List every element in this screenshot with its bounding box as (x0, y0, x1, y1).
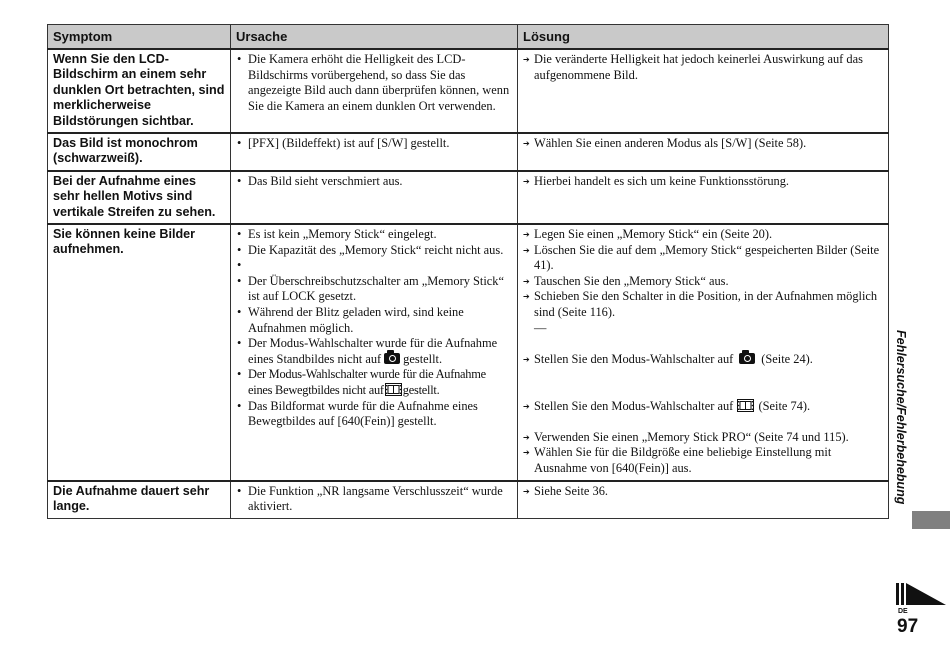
spacer (523, 414, 883, 430)
page-corner-mark-icon (896, 583, 946, 605)
table-header-row (48, 25, 889, 50)
solution-cell (518, 224, 889, 481)
camera-icon (384, 353, 400, 364)
cause-item (236, 367, 512, 398)
spacer (523, 383, 883, 399)
cause-item: • Das Bildformat wurde für die Aufnahme eines Bewegtbildes auf [640(Fein)] gestellt. (236, 399, 512, 430)
language-code: DE (898, 608, 908, 615)
header-solution: Lösung (518, 25, 889, 50)
solution-item: ➔ Hierbei handelt es sich um keine Funktionsstörung. (523, 174, 883, 190)
cause-item: • Die Funktion „NR langsame Verschlusszeit“ wurde aktiviert. (236, 484, 512, 515)
solution-text: Stellen Sie den Modus-Wahlschalter auf (534, 398, 734, 413)
table-row (48, 481, 889, 519)
solution-item: ➔ Wählen Sie einen anderen Modus als [S/W] (Seite 58). (523, 136, 883, 152)
cause-item: • Die Kamera erhöht die Helligkeit des LCD-Bildschirms vorübergehend, so dass Sie das angezeigte Bild auch dann überprüfen können, wenn Sie die Kamera an einem dunklen Ort verwenden. (236, 52, 512, 114)
solution-item (523, 399, 883, 415)
cause-text: Der Modus-Wahlschalter wurde für die Aufnahme eines Standbildes nicht auf (248, 336, 498, 366)
cause-item: • Der Überschreibschutzschalter am „Memory Stick“ ist auf LOCK gesetzt. (236, 274, 512, 305)
cause-item: • Es ist kein „Memory Stick“ eingelegt. (236, 227, 512, 243)
section-side-label: Fehlersuche/Fehlerbehebung (894, 330, 908, 505)
solution-cell (518, 171, 889, 224)
solution-item: — (534, 320, 547, 335)
camera-icon (739, 353, 755, 364)
solution-item: ➔ Schieben Sie den Schalter in die Position, in der Aufnahmen möglich sind (Seite 116). (523, 289, 883, 320)
table-row (48, 133, 889, 171)
solution-item: ➔ Verwenden Sie einen „Memory Stick PRO“ (Seite 74 und 115). (523, 430, 883, 446)
table-row (48, 49, 889, 133)
solution-item: ➔ Tauschen Sie den „Memory Stick“ aus. (523, 274, 883, 290)
solution-cell (518, 481, 889, 519)
solution-item: ➔ Wählen Sie für die Bildgröße eine beliebige Einstellung mit Ausnahme von [640(Fein)] aus. (523, 445, 883, 476)
solution-item: ➔ Siehe Seite 36. (523, 484, 883, 500)
spacer (523, 367, 883, 383)
solution-text: (Seite 74). (758, 398, 811, 413)
spacer (523, 336, 883, 352)
cause-item: • Das Bild sieht verschmiert aus. (236, 174, 512, 190)
cause-cell (231, 49, 518, 133)
symptom-cell: Wenn Sie den LCD-Bildschirm an einem sehr dunklen Ort betrachten, sind merklicherweise Bildstörungen sichtbar. (48, 49, 231, 133)
film-icon (737, 399, 754, 412)
solution-text: Stellen Sie den Modus-Wahlschalter auf (534, 351, 734, 366)
symptom-cell: Das Bild ist monochrom (schwarzweiß). (48, 133, 231, 171)
solution-cell (518, 49, 889, 133)
cause-text: Der Modus-Wahlschalter wurde für die Aufnahme eines Bewegtbildes nicht auf (248, 367, 486, 397)
page-number: 97 (897, 616, 919, 637)
cause-cell (231, 481, 518, 519)
solution-item: ➔ Legen Sie einen „Memory Stick“ ein (Seite 20). (523, 227, 883, 243)
solution-text: (Seite 24). (761, 351, 813, 366)
section-tab-marker (912, 511, 950, 529)
cause-text: gestellt. (403, 351, 443, 366)
cause-item: • Während der Blitz geladen wird, sind keine Aufnahmen möglich. (236, 305, 512, 336)
cause-cell (231, 171, 518, 224)
header-symptom: Symptom (48, 25, 231, 50)
table-row (48, 224, 889, 481)
solution-item: ➔ Die veränderte Helligkeit hat jedoch keinerlei Auswirkung auf das aufgenommene Bild. (523, 52, 883, 83)
film-icon (385, 383, 402, 396)
symptom-cell: Die Aufnahme dauert sehr lange. (48, 481, 231, 519)
troubleshooting-table (47, 24, 889, 519)
cause-text: gestellt. (402, 383, 440, 397)
cause-cell (231, 224, 518, 481)
header-cause: Ursache (231, 25, 518, 50)
cause-cell (231, 133, 518, 171)
solution-item (523, 352, 883, 368)
cause-item: • Die Kapazität des „Memory Stick“ reicht nicht aus. (236, 243, 512, 259)
spacer (236, 258, 512, 274)
solution-cell (518, 133, 889, 171)
symptom-cell: Bei der Aufnahme eines sehr hellen Motivs sind vertikale Streifen zu sehen. (48, 171, 231, 224)
table-row (48, 171, 889, 224)
cause-item: • [PFX] (Bildeffekt) ist auf [S/W] gestellt. (236, 136, 512, 152)
solution-item: ➔ Löschen Sie die auf dem „Memory Stick“ gespeicherten Bilder (Seite 41). (523, 243, 883, 274)
symptom-cell: Sie können keine Bilder aufnehmen. (48, 224, 231, 481)
cause-item (236, 336, 512, 367)
